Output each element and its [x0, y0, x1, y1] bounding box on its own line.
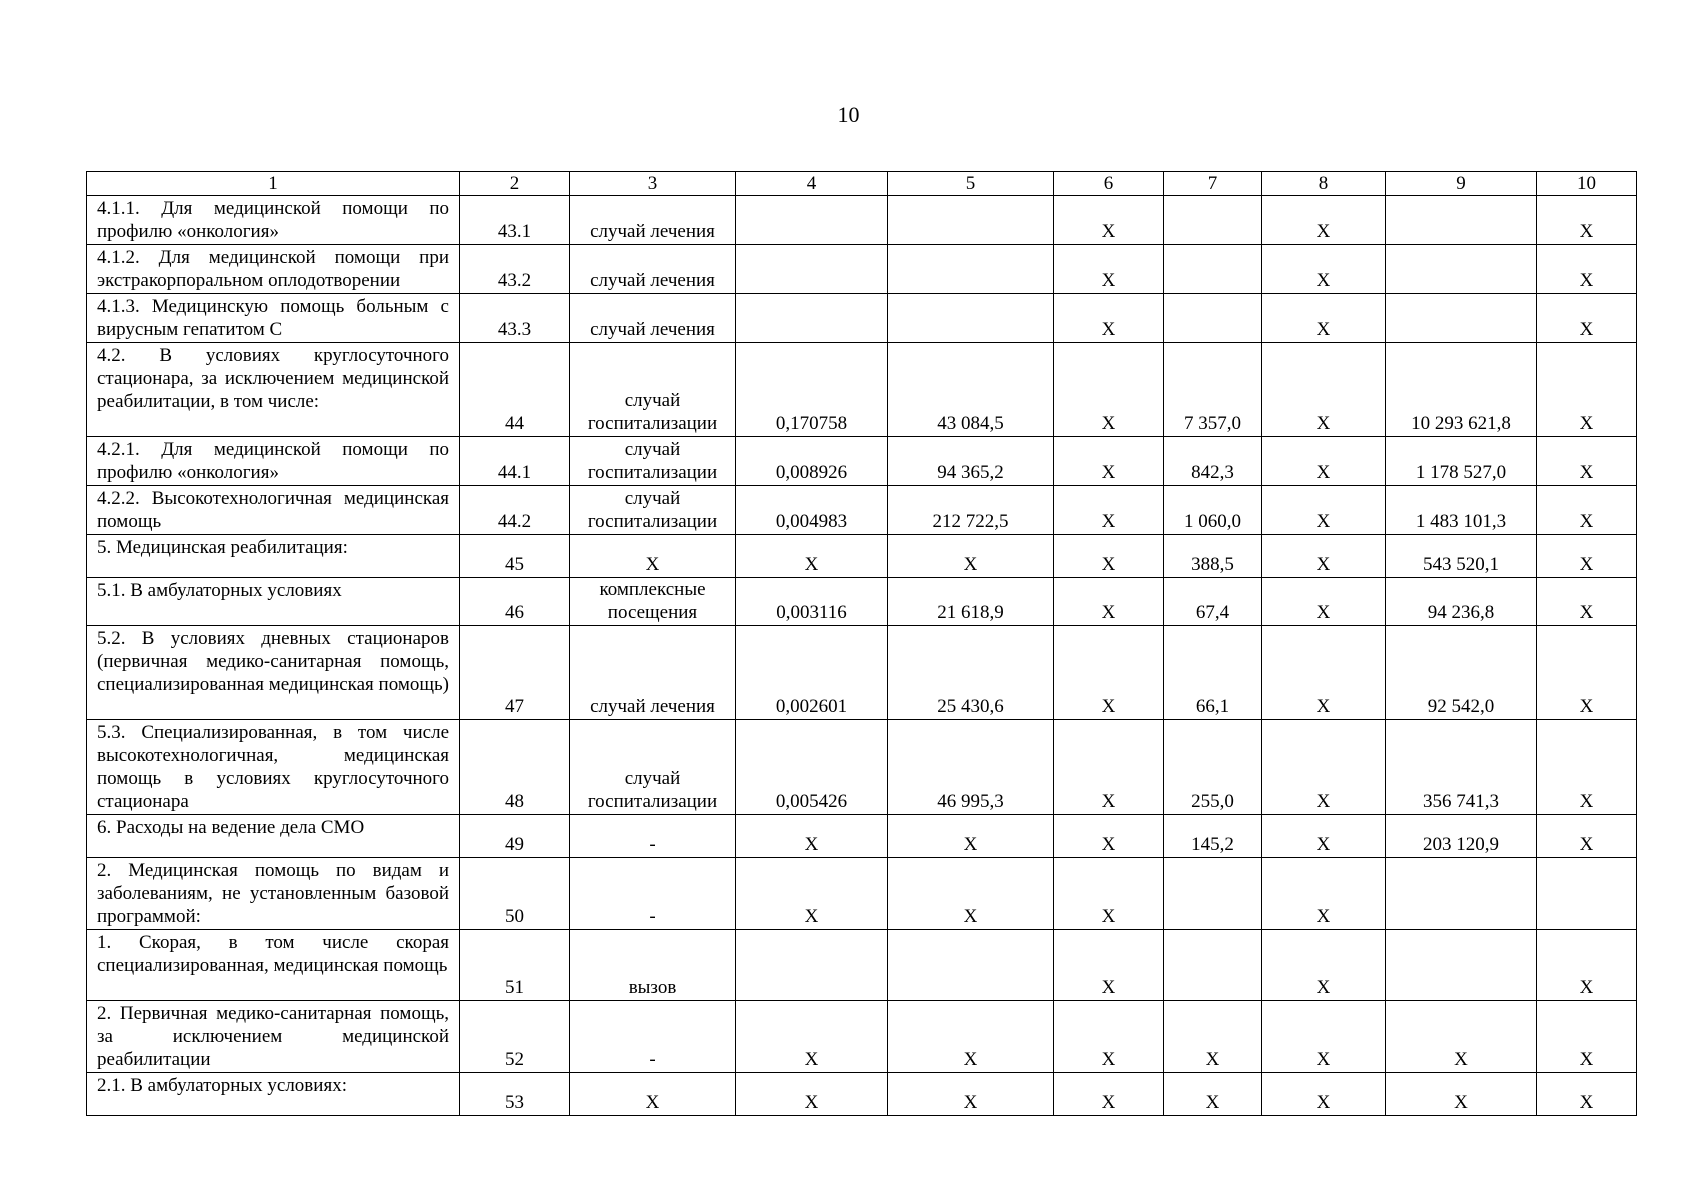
row-label-cell: 1. Скорая, в том числе скорая специализированная, медицинская помощь	[87, 930, 460, 1001]
table-cell: 0,005426	[736, 720, 888, 815]
table-cell: 1 178 527,0	[1386, 437, 1537, 486]
table-cell: 49	[460, 815, 570, 858]
table-cell: Х	[1262, 815, 1386, 858]
table-row	[87, 578, 1637, 626]
column-header: 3	[570, 172, 736, 196]
column-header: 6	[1054, 172, 1164, 196]
table-cell: Х	[1537, 578, 1637, 626]
table-cell: Х	[1054, 930, 1164, 1001]
column-header: 2	[460, 172, 570, 196]
table-cell: 47	[460, 626, 570, 720]
table-cell	[888, 196, 1054, 245]
row-label-cell: 5.1. В амбулаторных условиях	[87, 578, 460, 626]
table-row	[87, 1073, 1637, 1116]
table-cell	[1164, 294, 1262, 343]
table-cell: Х	[1262, 343, 1386, 437]
table-row	[87, 294, 1637, 343]
table-row	[87, 486, 1637, 535]
table-cell: 255,0	[1164, 720, 1262, 815]
table-cell: 1 060,0	[1164, 486, 1262, 535]
table-cell: 53	[460, 1073, 570, 1116]
table-cell: случай лечения	[570, 196, 736, 245]
table-cell: Х	[888, 1073, 1054, 1116]
table-cell: Х	[1054, 486, 1164, 535]
row-label-cell: 2. Первичная медико-санитарная помощь, за исключением медицинской реабилитации	[87, 1001, 460, 1073]
table-cell: Х	[1262, 245, 1386, 294]
table-cell: 842,3	[1164, 437, 1262, 486]
table-cell: случай госпитализации	[570, 486, 736, 535]
table-cell: Х	[1054, 720, 1164, 815]
table-cell: Х	[1054, 1001, 1164, 1073]
table-cell: Х	[1262, 196, 1386, 245]
table-row	[87, 1001, 1637, 1073]
table-cell: 44	[460, 343, 570, 437]
table-cell	[736, 196, 888, 245]
table-cell: Х	[888, 858, 1054, 930]
table-cell: Х	[888, 815, 1054, 858]
table-row	[87, 343, 1637, 437]
table-row	[87, 245, 1637, 294]
table-cell: 43.3	[460, 294, 570, 343]
row-label-cell: 4.2.1. Для медицинской помощи по профилю «онкология»	[87, 437, 460, 486]
column-header: 7	[1164, 172, 1262, 196]
table-row	[87, 196, 1637, 245]
table-cell: Х	[1054, 437, 1164, 486]
table-row	[87, 858, 1637, 930]
column-header: 5	[888, 172, 1054, 196]
row-label-cell: 4.1.3. Медицинскую помощь больным с вирусным гепатитом С	[87, 294, 460, 343]
table-cell: 0,004983	[736, 486, 888, 535]
table-cell: случай госпитализации	[570, 720, 736, 815]
table-cell: Х	[1537, 437, 1637, 486]
table-cell: Х	[736, 1073, 888, 1116]
table-cell: Х	[1537, 626, 1637, 720]
column-header: 4	[736, 172, 888, 196]
table-cell: Х	[1537, 196, 1637, 245]
table-cell: 94 365,2	[888, 437, 1054, 486]
table-cell: 25 430,6	[888, 626, 1054, 720]
table-cell: Х	[1537, 1001, 1637, 1073]
table-cell: 543 520,1	[1386, 535, 1537, 578]
table-cell: 388,5	[1164, 535, 1262, 578]
table-cell: вызов	[570, 930, 736, 1001]
table-cell: 52	[460, 1001, 570, 1073]
table-cell: 0,003116	[736, 578, 888, 626]
row-label-cell: 5.2. В условиях дневных стационаров (первичная медико-санитарная помощь, специализированная медицинская помощь)	[87, 626, 460, 720]
table-cell: Х	[1386, 1001, 1537, 1073]
table-body	[87, 172, 1637, 1116]
table-cell	[736, 294, 888, 343]
table-row	[87, 626, 1637, 720]
table-cell: Х	[1537, 1073, 1637, 1116]
table-cell: Х	[1537, 535, 1637, 578]
table-cell: Х	[1054, 343, 1164, 437]
column-header: 1	[87, 172, 460, 196]
table-cell: 92 542,0	[1386, 626, 1537, 720]
table-cell: 48	[460, 720, 570, 815]
column-header: 8	[1262, 172, 1386, 196]
row-label-cell: 6. Расходы на ведение дела СМО	[87, 815, 460, 858]
table-cell: 51	[460, 930, 570, 1001]
table-cell: Х	[1537, 720, 1637, 815]
table-cell: Х	[1537, 486, 1637, 535]
table-cell	[1386, 930, 1537, 1001]
table-cell	[1386, 245, 1537, 294]
table-cell: Х	[570, 535, 736, 578]
row-label-cell: 4.1.1. Для медицинской помощи по профилю «онкология»	[87, 196, 460, 245]
table-cell: Х	[1386, 1073, 1537, 1116]
table-cell: случай лечения	[570, 245, 736, 294]
table-cell: Х	[1262, 1073, 1386, 1116]
table-cell: Х	[1054, 1073, 1164, 1116]
table-row	[87, 535, 1637, 578]
table-header-row	[87, 172, 1637, 196]
column-header: 9	[1386, 172, 1537, 196]
table-row	[87, 815, 1637, 858]
page-number: 10	[837, 102, 860, 127]
table-cell: 1 483 101,3	[1386, 486, 1537, 535]
row-label-cell: 2. Медицинская помощь по видам и заболеваниям, не установленным базовой программой:	[87, 858, 460, 930]
table-cell: Х	[1054, 815, 1164, 858]
table-cell: Х	[1262, 578, 1386, 626]
table-cell: Х	[1262, 535, 1386, 578]
table-cell: 7 357,0	[1164, 343, 1262, 437]
table-cell: 203 120,9	[1386, 815, 1537, 858]
table-cell: Х	[736, 858, 888, 930]
row-label-cell: 5. Медицинская реабилитация:	[87, 535, 460, 578]
table-cell: Х	[1054, 858, 1164, 930]
table-cell: -	[570, 858, 736, 930]
table-cell: 43 084,5	[888, 343, 1054, 437]
row-label-cell: 2.1. В амбулаторных условиях:	[87, 1073, 460, 1116]
table-cell: Х	[1262, 720, 1386, 815]
table-cell: 66,1	[1164, 626, 1262, 720]
table-cell: 212 722,5	[888, 486, 1054, 535]
table-cell: 44.2	[460, 486, 570, 535]
data-table	[86, 171, 1637, 1116]
table-cell: Х	[1054, 535, 1164, 578]
table-cell: Х	[1537, 343, 1637, 437]
table-cell: 94 236,8	[1386, 578, 1537, 626]
table-cell	[1164, 245, 1262, 294]
table-cell	[1164, 930, 1262, 1001]
table-row	[87, 720, 1637, 815]
table-cell: случай лечения	[570, 626, 736, 720]
table-cell	[1164, 196, 1262, 245]
table-cell: 43.2	[460, 245, 570, 294]
table-cell	[888, 930, 1054, 1001]
table-cell: 356 741,3	[1386, 720, 1537, 815]
table-cell: -	[570, 1001, 736, 1073]
table-cell	[1386, 196, 1537, 245]
table-row	[87, 437, 1637, 486]
table-cell: 145,2	[1164, 815, 1262, 858]
table-cell: Х	[1054, 294, 1164, 343]
table-cell: Х	[1164, 1001, 1262, 1073]
table-cell: Х	[1262, 486, 1386, 535]
table-cell	[1164, 858, 1262, 930]
table-cell: Х	[1262, 626, 1386, 720]
table-cell: Х	[736, 815, 888, 858]
table-cell: 0,002601	[736, 626, 888, 720]
table-cell	[1386, 294, 1537, 343]
table-cell: случай госпитализации	[570, 343, 736, 437]
table-cell: случай лечения	[570, 294, 736, 343]
table-cell: Х	[736, 1001, 888, 1073]
table-cell: Х	[1537, 930, 1637, 1001]
table-cell: Х	[1164, 1073, 1262, 1116]
table-cell: Х	[1054, 578, 1164, 626]
table-row	[87, 930, 1637, 1001]
table-cell: Х	[570, 1073, 736, 1116]
table-cell	[736, 930, 888, 1001]
table-cell	[1386, 858, 1537, 930]
table-cell: 50	[460, 858, 570, 930]
row-label-cell: 4.1.2. Для медицинской помощи при экстракорпоральном оплодотворении	[87, 245, 460, 294]
table-cell: 67,4	[1164, 578, 1262, 626]
table-cell	[888, 294, 1054, 343]
row-label-cell: 5.3. Специализированная, в том числе высокотехнологичная, медицинская помощь в условиях круглосуточного стационара	[87, 720, 460, 815]
table-cell: Х	[888, 1001, 1054, 1073]
table-cell	[736, 245, 888, 294]
row-label-cell: 4.2. В условиях круглосуточного стационара, за исключением медицинской реабилитации, в том числе:	[87, 343, 460, 437]
row-label-cell: 4.2.2. Высокотехнологичная медицинская помощь	[87, 486, 460, 535]
table-cell: 46	[460, 578, 570, 626]
table-cell: случай госпитализации	[570, 437, 736, 486]
table-cell	[888, 245, 1054, 294]
table-cell: -	[570, 815, 736, 858]
table-cell: Х	[1262, 437, 1386, 486]
table-cell: 44.1	[460, 437, 570, 486]
table-cell	[1537, 858, 1637, 930]
table-cell: Х	[1537, 815, 1637, 858]
table-cell: комплексные посещения	[570, 578, 736, 626]
table-cell: Х	[888, 535, 1054, 578]
table-cell: 43.1	[460, 196, 570, 245]
table-cell: 45	[460, 535, 570, 578]
table-cell: Х	[1537, 294, 1637, 343]
table-cell: 21 618,9	[888, 578, 1054, 626]
table-cell: 10 293 621,8	[1386, 343, 1537, 437]
table-cell: Х	[1054, 245, 1164, 294]
column-header: 10	[1537, 172, 1637, 196]
table-cell: 0,008926	[736, 437, 888, 486]
table-cell: Х	[1262, 930, 1386, 1001]
table-cell: Х	[1054, 196, 1164, 245]
table-cell: Х	[736, 535, 888, 578]
table-cell: Х	[1262, 1001, 1386, 1073]
table-cell: Х	[1262, 294, 1386, 343]
table-cell: Х	[1537, 245, 1637, 294]
table-cell: Х	[1262, 858, 1386, 930]
table-cell: 46 995,3	[888, 720, 1054, 815]
table-cell: 0,170758	[736, 343, 888, 437]
table-cell: Х	[1054, 626, 1164, 720]
